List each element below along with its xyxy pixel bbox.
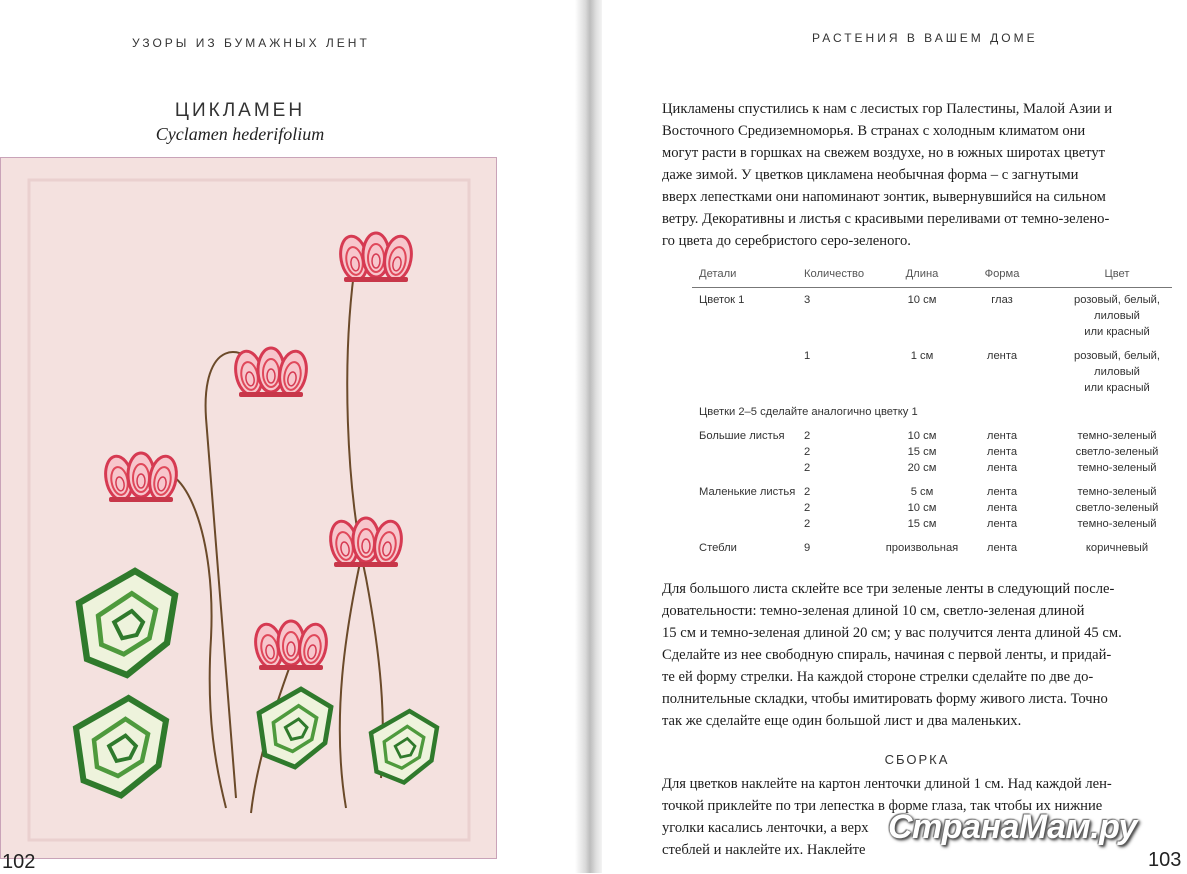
cell-length: 1 см (910, 350, 934, 362)
table-row (692, 486, 1182, 502)
cell-length: произвольная (885, 542, 959, 554)
header-details: Детали (699, 268, 737, 280)
table-header-row (692, 268, 1182, 284)
text-line: стеблей и наклейте их. Наклейте (662, 842, 866, 858)
cell-color: коричневый (1085, 542, 1149, 554)
table-row (692, 294, 1182, 310)
cell-length: 15 см (907, 446, 937, 458)
cell-quantity: 2 (804, 430, 811, 442)
cell-details: Цветки 2–5 сделайте аналогично цветку 1 (699, 406, 918, 418)
cell-color: розовый, белый, (1073, 350, 1161, 362)
cell-quantity: 2 (804, 502, 811, 514)
cyclamen-quilling-photo (0, 157, 497, 859)
cyclamen-flower-5 (252, 621, 329, 670)
leaf-instructions-paragraph (662, 578, 1172, 732)
cyclamen-flower-3 (102, 453, 179, 502)
cell-length: 20 см (907, 462, 937, 474)
text-line: Сделайте из нее свободную спираль, начиная с первой ленты, и придай- (662, 647, 1112, 663)
text-line: те ей форму стрелки. На каждой стороне стрелки сделайте по две до- (662, 669, 1094, 685)
cell-quantity: 3 (804, 294, 811, 306)
text-line: уголки касались ленточки, а верх (662, 820, 869, 836)
page-number-right: 103 (1148, 849, 1182, 871)
quilled-leaf-3 (259, 689, 331, 767)
header-shape: Форма (984, 268, 1020, 280)
article-title: ЦИКЛАМЕН (174, 100, 306, 121)
cell-shape: лента (986, 430, 1018, 442)
cell-color: лиловый (1094, 366, 1140, 378)
cell-color: светло-зеленый (1075, 446, 1159, 458)
cell-color: темно-зеленый (1077, 430, 1157, 442)
cell-color: или красный (1084, 382, 1150, 394)
latin-name: Cyclamen hederifolium (155, 124, 325, 144)
table-rule (692, 287, 1172, 288)
cell-length: 10 см (907, 294, 937, 306)
text-line: Для большого листа склейте все три зеленые ленты в следующий после- (662, 581, 1115, 597)
cell-shape: лента (986, 518, 1018, 530)
site-watermark: СтранаМам.ру (888, 808, 1137, 846)
text-line: точкой приклейте по три лепестка в форме глаза, так чтобы их нижние (662, 798, 1103, 814)
text-line: могут расти в горшках на свежем воздухе, но в южных широтах цветут (662, 145, 1106, 161)
cell-quantity: 2 (804, 462, 811, 474)
cell-quantity: 2 (804, 518, 811, 530)
text-line: вверх лепестками они напоминают зонтик, вывернувшийся на сильном (662, 189, 1106, 205)
cell-length: 15 см (907, 518, 937, 530)
cell-details: Маленькие листья (699, 486, 796, 498)
text-line: Цикламены спустились к нам с лесистых гор Палестины, Малой Азии и (662, 101, 1113, 117)
cell-details: Стебли (699, 542, 737, 554)
table-row (692, 462, 1182, 478)
table-row (692, 430, 1182, 446)
cyclamen-flower-1 (337, 233, 414, 282)
assembly-heading: СБОРКА (884, 752, 950, 767)
table-row (692, 406, 1182, 422)
text-line: полнительные складки, чтобы имитировать форму живого листа. Точно (662, 691, 1108, 707)
text-line: 15 см и темно-зеленая длиной 20 см; у вас получится лента длиной 45 см. (662, 625, 1122, 641)
intro-paragraph (662, 98, 1172, 252)
cell-color: или красный (1084, 326, 1150, 338)
table-row (692, 350, 1182, 366)
table-body (692, 294, 1182, 558)
table-row (692, 542, 1182, 558)
page-number-left: 102 (2, 851, 36, 873)
table-row (692, 502, 1182, 518)
header-length: Длина (905, 268, 939, 280)
cell-length: 5 см (910, 486, 934, 498)
cell-quantity: 2 (804, 446, 811, 458)
table-row (692, 382, 1182, 398)
table-row (692, 310, 1182, 326)
cell-color: темно-зеленый (1077, 518, 1157, 530)
cell-quantity: 9 (804, 542, 811, 554)
cell-shape: лента (986, 502, 1018, 514)
running-head-right: РАСТЕНИЯ В ВАШЕМ ДОМЕ (812, 31, 1038, 45)
running-head-left: УЗОРЫ ИЗ БУМАЖНЫХ ЛЕНТ (132, 36, 370, 50)
table-row (692, 446, 1182, 462)
text-line: даже зимой. У цветков цикламена необычная форма – с загнутыми (662, 167, 1079, 183)
left-page (0, 0, 585, 873)
cell-color: лиловый (1094, 310, 1140, 322)
right-page (602, 0, 1187, 873)
table-row (692, 366, 1182, 382)
text-line: ветру. Декоративны и листья с красивыми переливами от темно-зелено- (662, 211, 1110, 227)
cell-color: светло-зеленый (1075, 502, 1159, 514)
text-line: го цвета до серебристого серо-зеленого. (662, 233, 911, 249)
cell-quantity: 1 (804, 350, 811, 362)
materials-table (692, 268, 1182, 558)
cell-quantity: 2 (804, 486, 811, 498)
cell-shape: лента (986, 350, 1018, 362)
quilled-leaf-4 (371, 711, 437, 783)
cell-length: 10 см (907, 430, 937, 442)
cyclamen-flower-4 (327, 518, 404, 567)
text-line: Восточного Средиземноморья. В странах с холодным климатом они (662, 123, 1086, 139)
cyclamen-flower-2 (232, 348, 309, 397)
quilled-leaf-1 (79, 571, 175, 675)
text-line: так же сделайте еще один большой лист и два маленьких. (662, 713, 1022, 729)
cell-shape: лента (986, 446, 1018, 458)
table-row (692, 326, 1182, 342)
cell-shape: глаз (991, 294, 1013, 306)
cell-length: 10 см (907, 502, 937, 514)
cell-details: Цветок 1 (699, 294, 745, 306)
table-row (692, 518, 1182, 534)
cell-color: темно-зеленый (1077, 462, 1157, 474)
cell-color: темно-зеленый (1077, 486, 1157, 498)
cell-color: розовый, белый, (1073, 294, 1161, 306)
quilled-leaf-2 (76, 698, 166, 796)
header-color: Цвет (1104, 268, 1130, 280)
text-line: Для цветков наклейте на картон ленточки длиной 1 см. Над каждой лен- (662, 776, 1112, 792)
text-line: довательности: темно-зеленая длиной 10 см, светло-зеленая длиной (662, 603, 1085, 619)
book-gutter (575, 0, 605, 873)
cell-details: Большие листья (699, 430, 785, 442)
cell-shape: лента (986, 486, 1018, 498)
cell-shape: лента (986, 542, 1018, 554)
cell-shape: лента (986, 462, 1018, 474)
header-quantity: Количество (804, 268, 865, 280)
